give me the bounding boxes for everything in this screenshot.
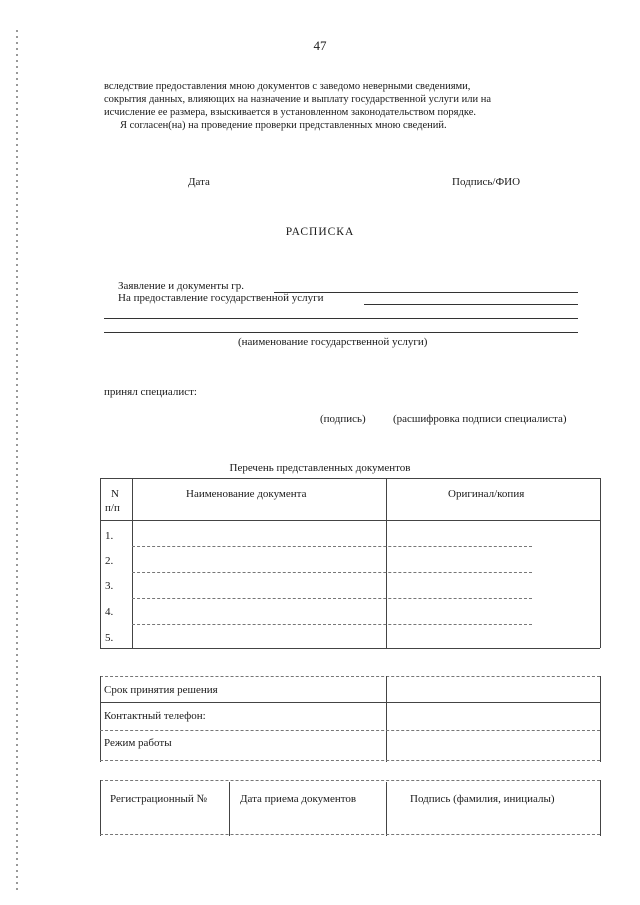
info-bottom-border <box>100 760 600 761</box>
reg-number-header: Регистрационный № <box>110 793 208 805</box>
consent-line: Я согласен(на) на проведение проверки представленных мною сведений. <box>120 120 447 131</box>
table-bottom-border <box>100 648 600 649</box>
service-label: На предоставление государственной услуги <box>118 292 324 304</box>
reg-bottom-border <box>100 834 600 835</box>
date-label: Дата <box>188 176 210 188</box>
info-row-line-2 <box>100 730 600 731</box>
reg-right-border <box>600 780 601 836</box>
service-field <box>364 304 578 305</box>
table-row-num-1: 1. <box>105 530 114 542</box>
info-left-border <box>100 676 101 762</box>
table-row-num-4: 4. <box>105 606 114 618</box>
col-header-num-2: п/п <box>105 502 120 514</box>
table-row-num-5: 5. <box>105 632 114 644</box>
table-left-border <box>100 478 101 648</box>
decision-term-label: Срок принятия решения <box>104 684 218 696</box>
table-col-divider-1 <box>132 478 133 648</box>
reg-col-divider-2 <box>386 782 387 836</box>
reg-top-border <box>100 780 600 781</box>
reg-col-divider-1 <box>229 782 230 836</box>
ack-line-3: исчисление ее размера, взыскивается в установленном законодательством порядке. <box>104 107 476 118</box>
table-row-line-4 <box>132 624 532 625</box>
reg-left-border <box>100 780 101 836</box>
acknowledgement-text <box>104 80 599 132</box>
info-right-border <box>600 676 601 762</box>
service-field-line-3 <box>104 332 578 333</box>
info-col-divider <box>386 676 387 762</box>
decoding-caption: (расшифровка подписи специалиста) <box>393 413 567 425</box>
col-header-num-1: N <box>111 488 119 500</box>
table-header-bottom <box>100 520 600 521</box>
binding-margin-mark <box>16 30 18 890</box>
signature-fio-label: Подпись/ФИО <box>452 176 521 188</box>
service-caption: (наименование государственной услуги) <box>238 336 428 348</box>
table-row-num-3: 3. <box>105 580 114 592</box>
info-top-border <box>100 676 600 677</box>
phone-label: Контактный телефон: <box>104 710 206 722</box>
service-field-line-2 <box>104 318 578 319</box>
col-header-name: Наименование документа <box>186 488 307 500</box>
table-row-line-3 <box>132 598 532 599</box>
table-right-border <box>600 478 601 648</box>
ack-line-2: сокрытия данных, влияющих на назначение и выплату государственной услуги или на <box>104 94 491 105</box>
page-number: 47 <box>313 38 327 53</box>
signature-caption: (подпись) <box>320 413 366 425</box>
info-row-line-1 <box>100 702 600 703</box>
table-row-line-1 <box>132 546 532 547</box>
col-header-orig: Оригинал/копия <box>448 488 525 500</box>
signature-header: Подпись (фамилия, инициалы) <box>410 793 555 805</box>
table-col-divider-2 <box>386 478 387 648</box>
documents-list-title: Перечень представленных документов <box>229 462 411 474</box>
date-received-header: Дата приема документов <box>240 793 357 805</box>
table-row-line-2 <box>132 572 532 573</box>
work-hours-label: Режим работы <box>104 737 172 749</box>
table-top-border <box>100 478 600 479</box>
application-label: Заявление и документы гр. <box>118 280 244 292</box>
ack-line-1: вследствие предоставления мною документов с заведомо неверными сведениями, <box>104 81 471 92</box>
accepted-by-label: принял специалист: <box>104 386 197 398</box>
table-row-num-2: 2. <box>105 555 114 567</box>
receipt-title: РАСПИСКА <box>285 226 355 238</box>
